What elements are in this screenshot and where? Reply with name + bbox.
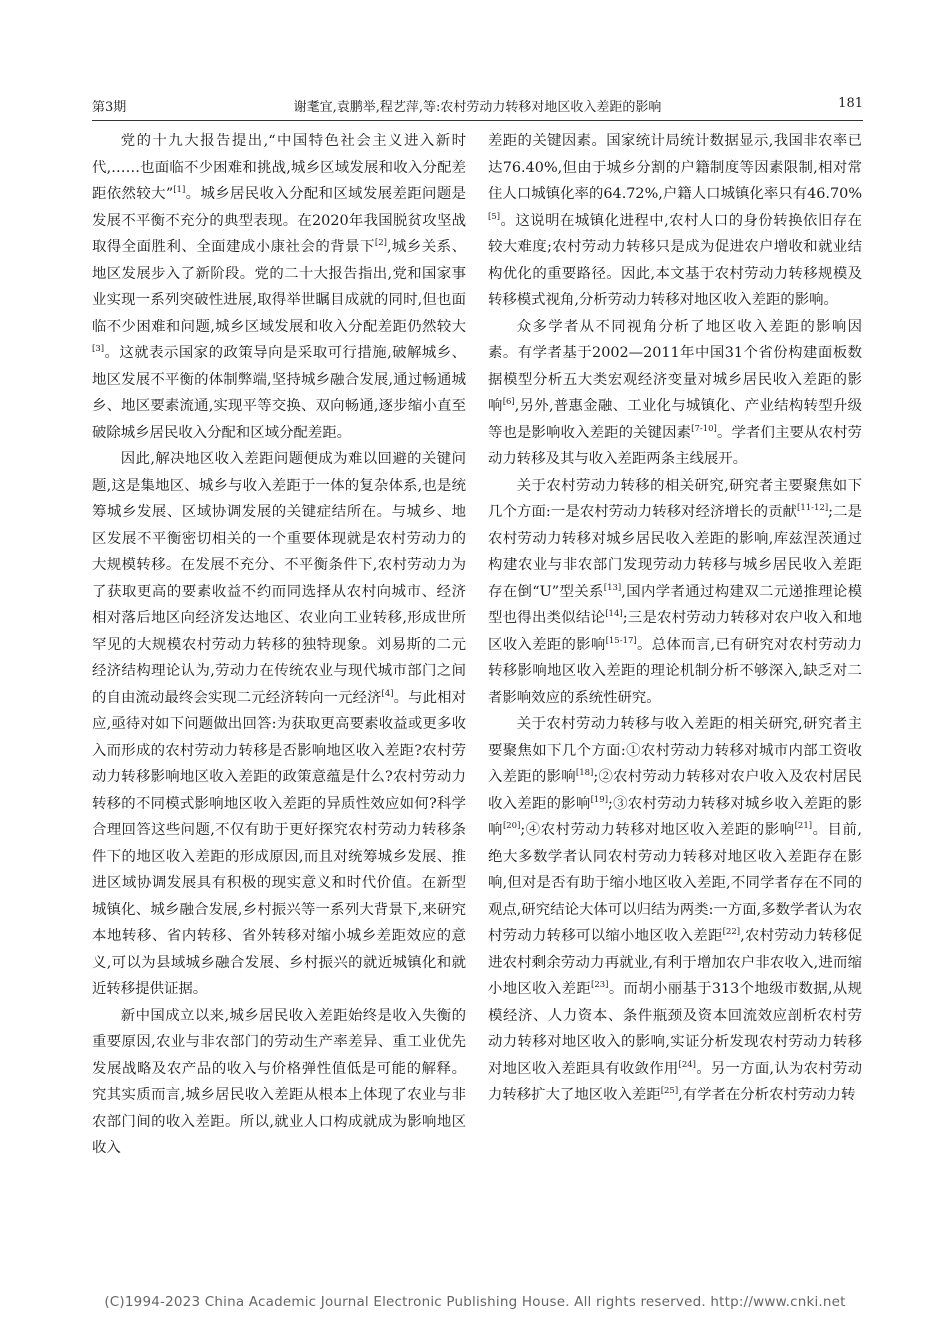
left-column	[92, 128, 466, 1268]
right-column	[488, 128, 862, 1268]
copyright-footer: (C)1994-2023 China Academic Journal Electronic Publishing House. All rights reserved. http://www.cnki.net	[104, 1294, 846, 1310]
paragraph: 新中国成立以来,城乡居民收入差距始终是收入失衡的重要原因,农业与非农部门的劳动生产率差异、重工业优先发展战略及农产品的收入与价格弹性值低是可能的解释。究其实质而言,城乡居民收入差距从根本上体现了农业与非农部门间的收入差距。所以,就业人口构成就成为影响地区收入	[92, 1007, 466, 1156]
citation: [24]	[678, 1059, 696, 1070]
citation: [3]	[92, 344, 105, 355]
citation: [11-12]	[797, 503, 829, 514]
paragraph: 差距的关键因素。国家统计局统计数据显示,我国非农率已达76.40%,但由于城乡分割的户籍制度等因素限制,相对常住人口城镇化率的64.72%,户籍人口城镇化率只有46.70%[5]。这说明在城镇化进程中,农村人口的身份转换依旧存在较大难度;农村劳动力转移只是成为促进农户增收和就业结构优化的重要路径。因此,本文基于农村劳动力转移规模及转移模式视角,分析劳动力转移对地区收入差距的影响。	[488, 133, 862, 308]
paragraph: 因此,解决地区收入差距问题便成为难以回避的关键问题,这是集地区、城乡与收入差距于一体的复杂体系,也是统筹城乡发展、区域协调发展的关键症结所在。与城乡、地区发展不平衡密切相关的一个重要体现就是农村劳动力的大规模转移。在发展不充分、不平衡条件下,农村劳动力为了获取更高的要素收益不约而同选择从农村向城市、经济相对落后地区向经济发达地区、农业向工业转移,形成世所罕见的大规模农村劳动力转移的独特现象。刘易斯的二元经济结构理论认为,劳动力在传统农业与现代城市部门之间的自由流动最终会实现二元经济转向一元经济[4]。与此相对应,亟待对如下问题做出回答:为获取更高要素收益或更多收入而形成的农村劳动力转移是否影响地区收入差距?农村劳动力转移影响地区收入差距的政策意蕴是什么?农村劳动力转移的不同模式影响地区收入差距的异质性效应如何?科学合理回答这些问题,不仅有助于更好探究农村劳动力转移条件下的地区收入差距的形成原因,而且对统筹城乡发展、推进区域协调发展具有积极的现实意义和时代价值。在新型城镇化、城乡融合发展,乡村振兴等一系列大背景下,来研究本地转移、省内转移、省外转移对缩小城乡差距效应的意义,可以为县域城乡融合发展、乡村振兴的就近城镇化和就近转移提供证据。	[92, 451, 466, 997]
citation: [2]	[374, 238, 387, 249]
issue-label: 第3期	[92, 100, 127, 115]
citation: [15-17]	[605, 635, 637, 646]
running-header	[92, 92, 863, 116]
citation: [25]	[660, 1086, 679, 1097]
citation: [14]	[605, 609, 623, 620]
page-number: 181	[838, 96, 863, 111]
citation: [18]	[575, 768, 594, 779]
citation: [23]	[591, 980, 609, 991]
citation: [1]	[173, 185, 186, 196]
paragraph: 党的十九大报告提出,“中国特色社会主义进入新时代,……也面临不少困难和挑战,城乡区域发展和收入分配差距依然较大”[1]。城乡居民收入分配和区域发展差距问题是发展不平衡不充分的典型表现。在2020年我国脱贫攻坚战取得全面胜利、全面建成小康社会的背景下[2],城乡关系、地区发展步入了新阶段。党的二十大报告指出,党和国家事业实现一系列突破性进展,取得举世瞩目成就的同时,但也面临不少困难和问题,城乡区域发展和收入分配差距仍然较大[3]。这就表示国家的政策导向是采取可行措施,破解城乡、地区发展不平衡的体制弊端,坚持城乡融合发展,通过畅通城乡、地区要素流通,实现平等交换、双向畅通,逐步缩小直至破除城乡居民收入分配和区域分配差距。	[92, 133, 466, 441]
header-rule	[92, 120, 863, 121]
citation: [22]	[722, 927, 741, 938]
paragraph: 关于农村劳动力转移与收入差距的相关研究,研究者主要聚焦如下几个方面:①农村劳动力转移对城市内部工资收入差距的影响[18];②农村劳动力转移对农户收入及农村居民收入差距的影响[19];③农村劳动力转移对城乡收入差距的影响[20];④农村劳动力转移对地区收入差距的影响[21]。目前,绝大多数学者认同农村劳动力转移对地区收入差距存在影响,但对是否有助于缩小地区收入差距,不同学者存在不同的观点,研究结论大体可以归结为两类:一方面,多数学者认为农村劳动力转移可以缩小地区收入差距[22],农村劳动力转移促进农村剩余劳动力再就业,有利于增加农户非农收入,进而缩小地区收入差距[23]。而胡小丽基于313个地级市数据,从规模经济、人力资本、条件瓶颈及资本回流效应剖析农村劳动力转移对地区收入的影响,实证分析发现农村劳动力转移对地区收入差距具有收敛作用[24]。另一方面,认为农村劳动力转移扩大了地区收入差距[25],有学者在分析农村劳动力转	[488, 716, 862, 1103]
citation: [6]	[502, 397, 515, 408]
citation: [20]	[502, 821, 521, 832]
citation: [5]	[488, 211, 501, 222]
running-title: 谢耄宜,袁鹏举,程艺萍,等:农村劳动力转移对地区收入差距的影响	[293, 100, 662, 115]
citation: [13]	[603, 582, 622, 593]
paragraph: 关于农村劳动力转移的相关研究,研究者主要聚焦如下几个方面:一是农村劳动力转移对经济增长的贡献[11-12];二是农村劳动力转移对城乡居民收入差距的影响,库兹涅茨通过构建农业与非农部门发现劳动力转移与城乡居民收入差距存在倒“U”型关系[13],国内学者通过构建双二元递推理论模型也得出类似结论[14];三是农村劳动力转移对农户收入和地区收入差距的影响[15-17]。总体而言,已有研究对农村劳动力转移影响地区收入差距的理论机制分析不够深入,缺乏对二者影响效应的系统性研究。	[488, 477, 862, 706]
citation: [7-10]	[691, 423, 717, 434]
citation: [21]	[794, 821, 813, 832]
citation: [19]	[590, 794, 609, 805]
citation: [4]	[381, 688, 394, 699]
paragraph: 众多学者从不同视角分析了地区收入差距的影响因素。有学者基于2002—2011年中国31个省份构建面板数据模型分析五大类宏观经济变量对城乡居民收入差距的影响[6],另外,普惠金融、工业化与城镇化、产业结构转型升级等也是影响收入差距的关键因素[7-10]。学者们主要从农村劳动力转移及其与收入差距两条主线展开。	[488, 318, 862, 467]
